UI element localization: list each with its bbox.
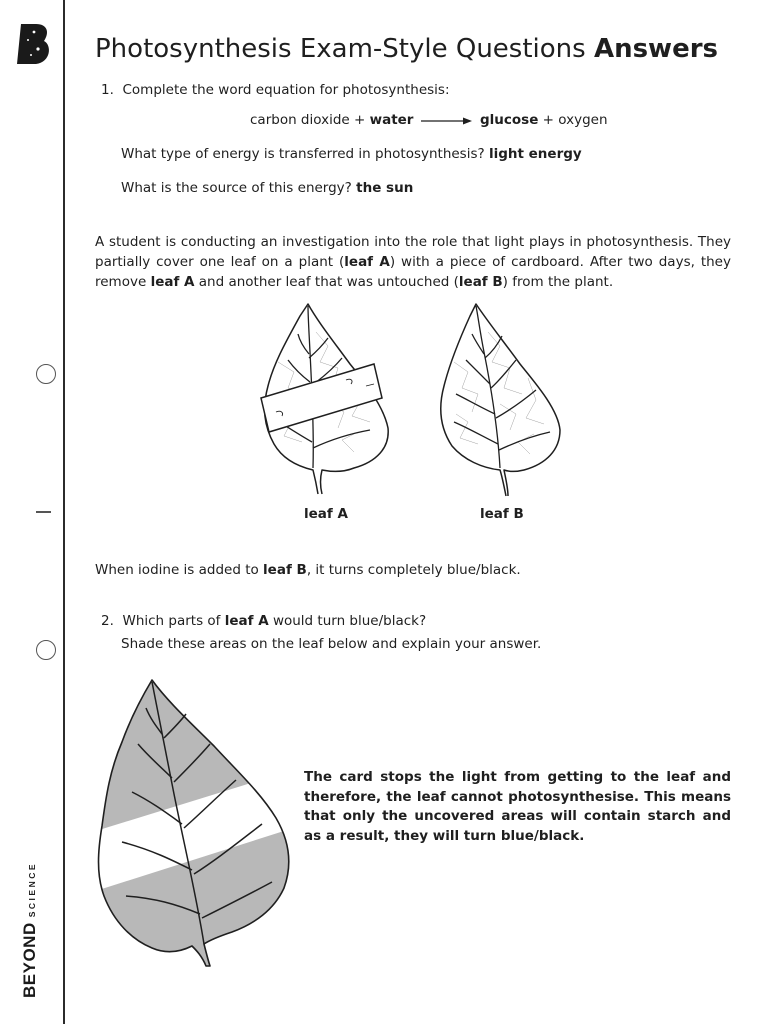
q2-answer: The card stops the light from getting to the leaf and therefore, the leaf cannot photosynthesise. This means that only the uncovered areas will contain starch and as a result, they will turn blue/black. xyxy=(304,769,731,844)
q2-number: 2. xyxy=(101,613,114,629)
intro-text-4: ) from the plant. xyxy=(502,273,614,290)
iodine-statement xyxy=(95,562,521,578)
brand-wordmark xyxy=(20,862,40,998)
eq-plus-2: + xyxy=(542,112,554,128)
eq-reactant-2: water xyxy=(369,112,414,128)
energy-question-text: What type of energy is transferred in photosynthesis? xyxy=(121,146,485,162)
energy-question xyxy=(121,146,582,162)
q2-text-1: Which parts of xyxy=(122,613,225,629)
eq-plus-1: + xyxy=(354,112,366,128)
iodine-text-1: When iodine is added to xyxy=(95,562,264,578)
q1-number: 1. xyxy=(101,82,114,98)
q2-leaf-a: leaf A xyxy=(224,613,269,629)
intro-leaf-a-2: leaf A xyxy=(150,273,195,290)
eq-product-2: oxygen xyxy=(558,112,608,128)
eq-reactant-1: carbon dioxide xyxy=(250,112,350,128)
equation-left xyxy=(250,112,413,128)
q2-text-2: would turn blue/black? xyxy=(268,613,427,629)
brand-word-2: SCIENCE xyxy=(27,861,37,918)
leaf-b-label: leaf B xyxy=(480,506,524,522)
eq-product-1: glucose xyxy=(480,112,539,128)
shaded-leaf-illustration xyxy=(96,674,296,970)
intro-text-2: ) with a piece of cardboard. After two days, they remove xyxy=(95,253,731,290)
leaf-a-label: leaf A xyxy=(304,506,348,522)
q2-instruction: Shade these areas on the leaf below and explain your answer. xyxy=(121,636,542,652)
iodine-leaf-b: leaf B xyxy=(263,562,307,578)
source-answer: the sun xyxy=(356,180,414,196)
intro-text-3: and another leaf that was untouched ( xyxy=(194,273,459,290)
punch-hole xyxy=(36,640,56,660)
source-question xyxy=(121,180,413,196)
brand-word-1: BEYOND xyxy=(20,922,39,998)
q1-prompt xyxy=(101,82,450,98)
page-title xyxy=(95,34,718,64)
reaction-arrow-icon xyxy=(421,115,473,127)
beyond-logo xyxy=(14,22,52,66)
equation-right xyxy=(480,112,608,128)
intro-leaf-b: leaf B xyxy=(458,273,503,290)
q2-prompt xyxy=(101,613,426,629)
iodine-text-2: , it turns completely blue/black. xyxy=(306,562,521,578)
punch-hole xyxy=(36,364,56,384)
q1-prompt-text: Complete the word equation for photosynthesis: xyxy=(122,82,450,98)
intro-text-1: A student is conducting an investigation into the role that light plays in photosynthesis. They partially cover one leaf on a plant ( xyxy=(95,234,731,270)
title-bold: Answers xyxy=(593,34,719,64)
source-question-text: What is the source of this energy? xyxy=(121,180,352,196)
fold-mark xyxy=(36,511,51,513)
leaf-a-illustration xyxy=(258,302,392,498)
intro-leaf-a-1: leaf A xyxy=(344,253,390,270)
margin-line xyxy=(63,0,65,1024)
intro-paragraph xyxy=(95,233,731,292)
title-main: Photosynthesis Exam-Style Questions xyxy=(95,34,586,64)
leaf-b-illustration xyxy=(436,302,564,498)
energy-answer: light energy xyxy=(488,146,582,162)
